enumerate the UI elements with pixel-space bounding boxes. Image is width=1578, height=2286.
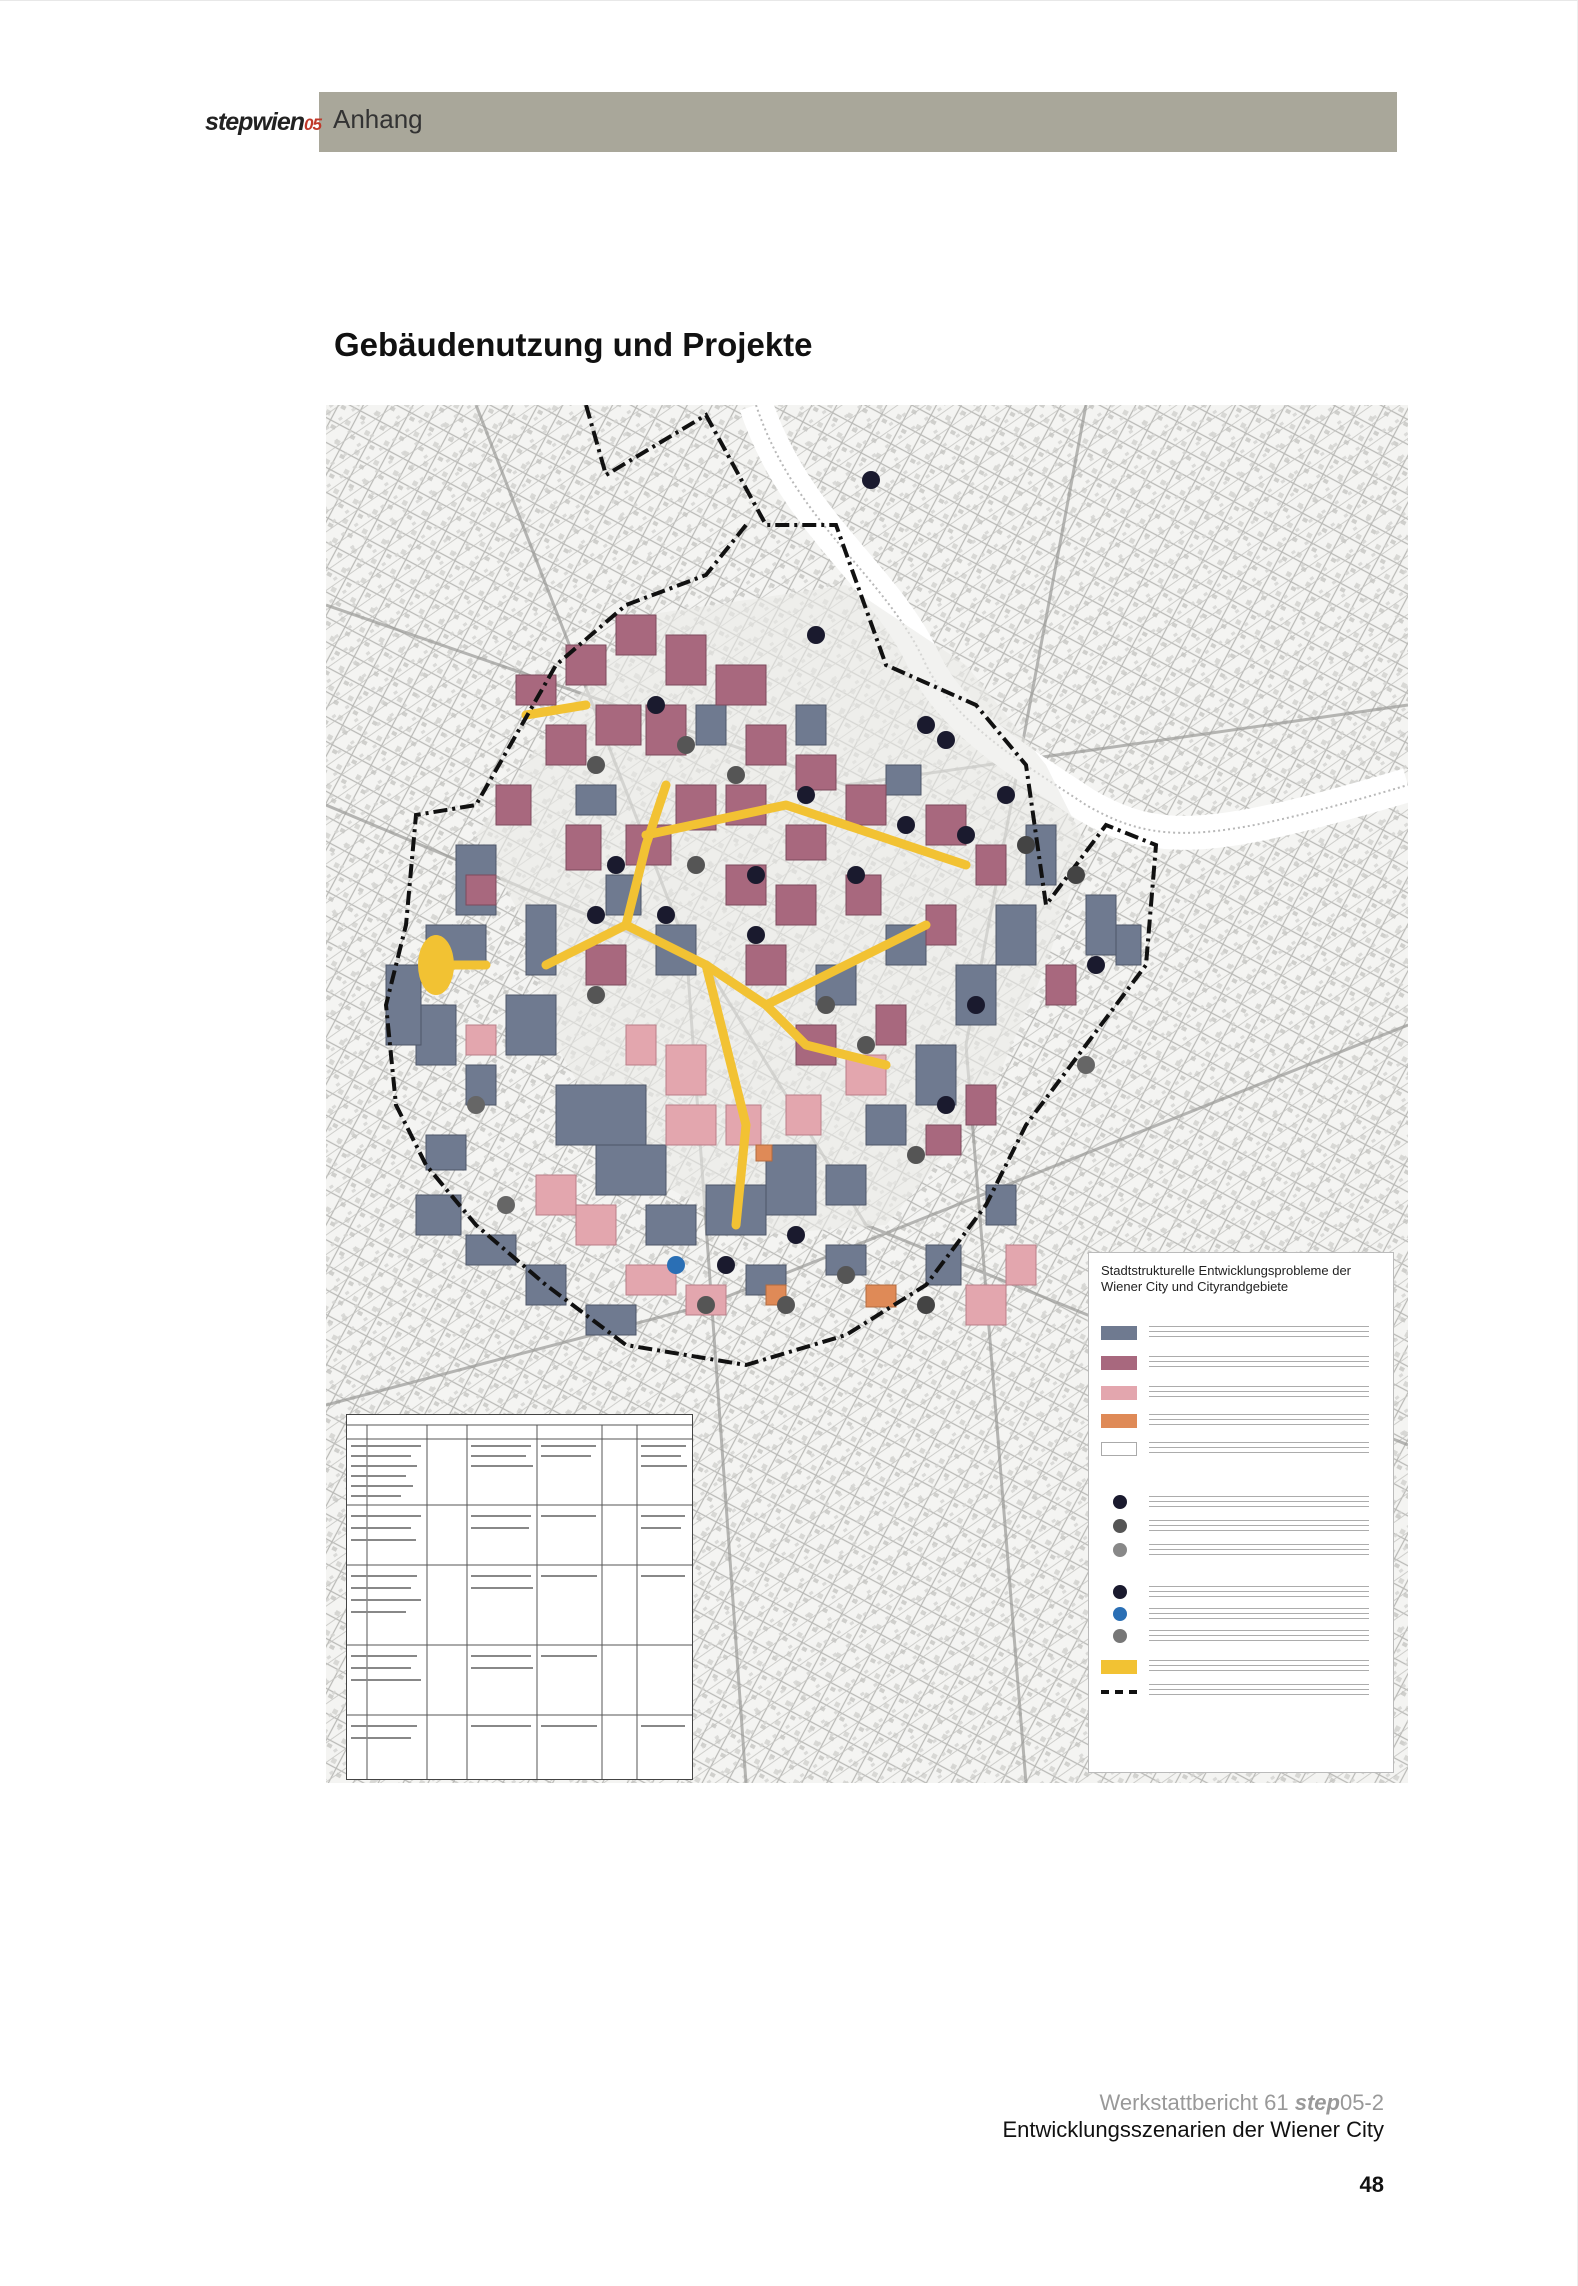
- legend-row-marker-light: [1101, 1541, 1383, 1563]
- footer-report-prefix: Werkstattbericht 61: [1099, 2090, 1295, 2115]
- footer-report-brand: step: [1294, 2090, 1340, 2115]
- project-table-grid: [347, 1415, 692, 1779]
- legend-row-orange: [1101, 1411, 1383, 1433]
- legend-row-marker-dark: [1101, 1493, 1383, 1515]
- section-title: Anhang: [333, 104, 423, 134]
- map-legend: [1088, 1252, 1394, 1773]
- legend-title: Stadtstrukturelle Entwicklungsprobleme der Wiener City und Cityrandgebiete: [1101, 1263, 1352, 1294]
- legend-row-boundary: [1101, 1681, 1383, 1703]
- city-map-figure: [326, 405, 1408, 1783]
- legend-row-mauve: [1101, 1353, 1383, 1375]
- logo-suffix: 05: [304, 114, 321, 134]
- logo-text: stepwien: [205, 107, 305, 136]
- legend-row-marker-mid: [1101, 1517, 1383, 1539]
- footer-report-suffix: 05-2: [1339, 2090, 1384, 2115]
- legend-row-garage-dark: [1101, 1583, 1383, 1605]
- legend-row-pink: [1101, 1383, 1383, 1405]
- legend-row-pedestrian: [1101, 1657, 1383, 1679]
- project-table: [346, 1414, 693, 1780]
- page-number: 48: [1359, 2172, 1384, 2197]
- footer-report-line: [1099, 2090, 1384, 2116]
- step-wien-logo: [207, 92, 319, 152]
- legend-row-garage-blue: [1101, 1605, 1383, 1627]
- footer-subtitle: Entwicklungsszenarien der Wiener City: [1002, 2117, 1384, 2142]
- legend-row-grey: [1101, 1323, 1383, 1345]
- legend-row-white: [1101, 1439, 1383, 1461]
- page-title: Gebäudenutzung und Projekte: [334, 326, 813, 363]
- legend-row-garage-grey: [1101, 1627, 1383, 1649]
